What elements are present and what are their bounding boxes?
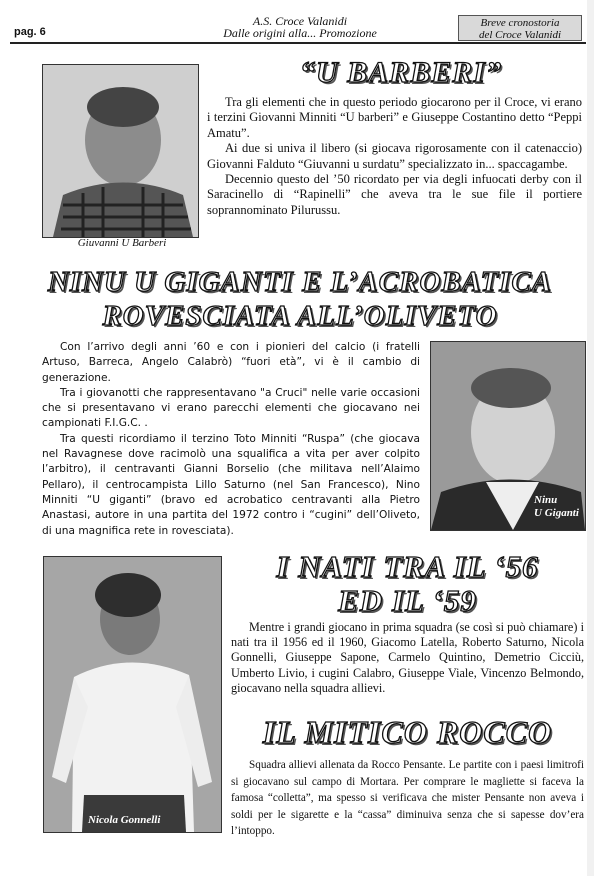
title-nati-line2: ED IL ‘59 [338,583,477,618]
section4-body [231,757,584,840]
section2-paragraph: Tra i giovanotti che rappresentavano "a Cruci" nelle varie occasioni che si presentavano vi erano parecchi elementi che giocavano nei campionati F.I.G.C. . [42,386,420,430]
title-u-barberi: “U BARBERI” [300,56,502,89]
page-edge-shadow [587,0,594,876]
section3-body [231,620,584,696]
photo-nicola-gonnelli [43,556,222,833]
header-club-name: A.S. Croce Valanidi [252,14,348,28]
section2-paragraph: Con l’arrivo degli anni ’60 e con i pionieri del calcio (i fratelli Artuso, Barreca, Angelo Calabrò) “fuori età”, vi è il cambio di generazione. [42,341,420,384]
caption-ninu-u-giganti [534,494,584,520]
header-title [150,15,450,39]
section4-paragraph: Squadra allievi allenata da Rocco Pensante. Le partite con i paesi limitrofi si giocavano sul campo di Mortara. Per comprare le magliette si faceva la famosa “colletta”, ma spesso si verificava che mister Pensante non aveva i soldi per le sigarette e la “cassa” diminuiva senza che si sapesse dov’era l’intoppo. [231,759,584,837]
caption-giuvanni-u-barberi: Giuvanni U Barberi [77,237,167,249]
section1-paragraph: Decennio questo del ’50 ricordato per via degli infuocati derby con il Saracinello di “Rapinelli” che aveva tra le sue file il portiere soprannominato Pilurussu. [207,172,582,217]
caption-ninu-line2: U Giganti [534,507,579,519]
title-nati-line1: I NATI TRA IL ‘56 [276,549,539,584]
title-il-mitico-rocco: IL MITICO ROCCO [262,714,553,750]
page-number: pag. 6 [14,26,46,38]
title-ninu-u-giganti-line2: ROVESCIATA ALL’OLIVETO [102,300,498,332]
section2-body [42,340,420,539]
title-ninu-u-giganti-line1: NINU U GIGANTI E L’ACROBATICA [47,266,553,298]
header-box-line2: del Croce Valanidi [478,29,562,41]
section1-body [207,95,582,218]
photo-giuvanni-u-barberi [42,64,199,238]
section1-paragraph: Tra gli elementi che in questo periodo giocarono per il Croce, vi erano i terzini Giovanni Minniti “U barberi” e Giuseppe Costantino detto “Peppi Amatu”. [207,95,582,140]
caption-ninu-line1: Ninu [534,494,558,506]
header-subtitle: Dalle origini alla... Promozione [223,26,377,40]
section3-paragraph: Mentre i grandi giocano in prima squadra (se così si può chiamare) i nati tra il 1956 ed il 1960, Giacomo Latella, Roberto Saturno, Nicola Gonnelli, Giuseppe Sapone, Carmelo Quintino, Demetrio Cicciù, Umberto Livio, i cugini Calabro, Giuseppe Viale, Vincenzo Belmondo, giocavano nella squadra allievi. [231,620,584,695]
caption-nicola-gonnelli: Nicola Gonnelli [88,814,161,826]
section2-paragraph: Tra questi ricordiamo il terzino Toto Minniti “Ruspa” (che giocava nel Ravagnese dove racimolò una squalifica a vita per aver colpito l’arbitro), il centravanti Gianni Borselio (che militava nell’Alaimo Pellaro), il centrocampista Lillo Saturno (nel San Francesco), Nino Minniti “U giganti” (bravo ed acrobatico centravanti alla Pietro Anastasi, autore in una partita del 1972 contro i “cugini” dell’Oliveto, di una magnifica rete in rovesciata). [42,432,420,537]
section1-paragraph: Ai due si univa il libero (si giocava rigorosamente con il catenaccio) Giovanni Falduto “Giuvanni u surdatu” specializzato in... spaccagambe. [207,141,582,171]
header-divider [10,42,586,44]
header-section-box [458,15,582,41]
header-box-line1: Breve cronostoria [480,17,560,29]
